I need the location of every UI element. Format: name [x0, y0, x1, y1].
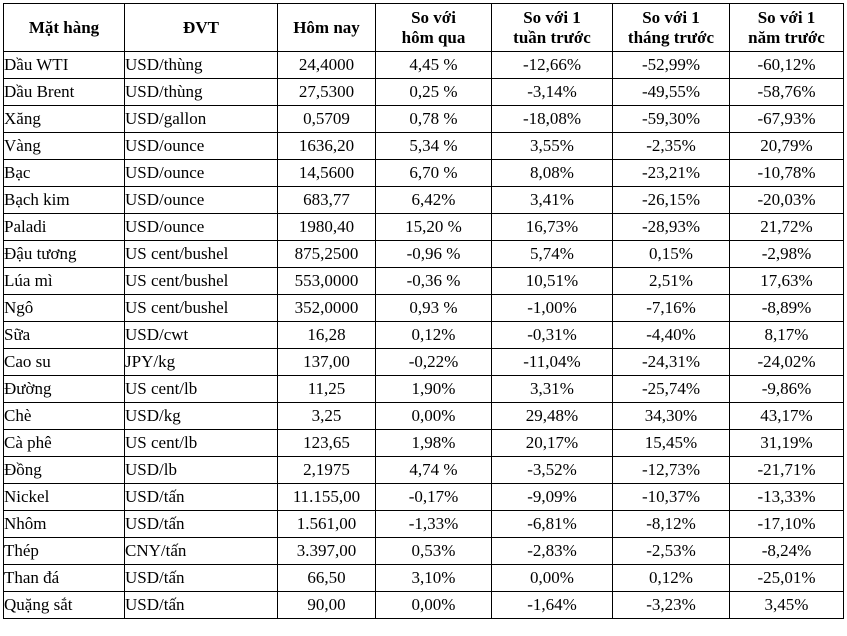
cell-commodity: Bạch kim	[4, 187, 125, 214]
cell-commodity: Ngô	[4, 295, 125, 322]
cell-change-year: -21,71%	[730, 457, 844, 484]
cell-change-month: -2,35%	[613, 133, 730, 160]
cell-price-today: 123,65	[278, 430, 376, 457]
cell-change-year: 31,19%	[730, 430, 844, 457]
cell-change-year: -8,89%	[730, 295, 844, 322]
header-label: ĐVT	[183, 17, 219, 37]
cell-change-year: -60,12%	[730, 52, 844, 79]
cell-change-day: 1,98%	[376, 430, 492, 457]
table-row	[4, 403, 844, 430]
cell-change-day: 4,45 %	[376, 52, 492, 79]
cell-change-day: 0,00%	[376, 403, 492, 430]
cell-change-year: 17,63%	[730, 268, 844, 295]
cell-unit: USD/thùng	[125, 79, 278, 106]
cell-commodity: Xăng	[4, 106, 125, 133]
cell-change-year: -67,93%	[730, 106, 844, 133]
cell-change-month: 2,51%	[613, 268, 730, 295]
cell-change-year: -17,10%	[730, 511, 844, 538]
table-row	[4, 592, 844, 619]
cell-change-day: 0,12%	[376, 322, 492, 349]
table-row	[4, 106, 844, 133]
cell-change-day: 15,20 %	[376, 214, 492, 241]
cell-change-month: -49,55%	[613, 79, 730, 106]
cell-change-month: -26,15%	[613, 187, 730, 214]
table-row	[4, 295, 844, 322]
table-row	[4, 565, 844, 592]
cell-price-today: 137,00	[278, 349, 376, 376]
cell-unit: US cent/bushel	[125, 241, 278, 268]
cell-unit: US cent/lb	[125, 376, 278, 403]
cell-change-year: 20,79%	[730, 133, 844, 160]
cell-change-month: -28,93%	[613, 214, 730, 241]
cell-change-week: 10,51%	[492, 268, 613, 295]
cell-unit: USD/kg	[125, 403, 278, 430]
cell-unit: USD/ounce	[125, 187, 278, 214]
table-row	[4, 241, 844, 268]
cell-change-day: 3,10%	[376, 565, 492, 592]
table-row	[4, 484, 844, 511]
table-row	[4, 79, 844, 106]
cell-unit: US cent/bushel	[125, 295, 278, 322]
cell-change-day: 0,93 %	[376, 295, 492, 322]
cell-change-week: 0,00%	[492, 565, 613, 592]
cell-commodity: Đậu tương	[4, 241, 125, 268]
cell-change-day: -0,17%	[376, 484, 492, 511]
cell-change-day: 1,90%	[376, 376, 492, 403]
cell-change-year: -25,01%	[730, 565, 844, 592]
cell-commodity: Quặng sắt	[4, 592, 125, 619]
header-label: tháng trước	[627, 27, 715, 47]
header-vs-last-month	[613, 4, 730, 52]
cell-change-day: 0,25 %	[376, 79, 492, 106]
cell-change-day: 0,00%	[376, 592, 492, 619]
cell-change-month: 15,45%	[613, 430, 730, 457]
cell-change-year: -8,24%	[730, 538, 844, 565]
table-row	[4, 430, 844, 457]
cell-change-month: -4,40%	[613, 322, 730, 349]
cell-change-week: 20,17%	[492, 430, 613, 457]
cell-change-month: -25,74%	[613, 376, 730, 403]
cell-commodity: Bạc	[4, 160, 125, 187]
cell-change-month: 0,12%	[613, 565, 730, 592]
cell-price-today: 1980,40	[278, 214, 376, 241]
cell-unit: USD/ounce	[125, 133, 278, 160]
header-vs-yesterday	[376, 4, 492, 52]
cell-change-day: 0,53%	[376, 538, 492, 565]
cell-change-month: -2,53%	[613, 538, 730, 565]
cell-price-today: 0,5709	[278, 106, 376, 133]
cell-change-day: -0,22%	[376, 349, 492, 376]
cell-change-year: -2,98%	[730, 241, 844, 268]
cell-price-today: 2,1975	[278, 457, 376, 484]
cell-unit: USD/tấn	[125, 484, 278, 511]
cell-commodity: Vàng	[4, 133, 125, 160]
cell-change-year: -24,02%	[730, 349, 844, 376]
cell-change-day: 5,34 %	[376, 133, 492, 160]
cell-change-year: -20,03%	[730, 187, 844, 214]
cell-commodity: Đường	[4, 376, 125, 403]
cell-commodity: Nickel	[4, 484, 125, 511]
cell-change-year: -10,78%	[730, 160, 844, 187]
cell-change-week: -1,00%	[492, 295, 613, 322]
cell-change-month: -24,31%	[613, 349, 730, 376]
cell-change-week: 3,31%	[492, 376, 613, 403]
table-row	[4, 349, 844, 376]
cell-commodity: Thép	[4, 538, 125, 565]
cell-change-week: -12,66%	[492, 52, 613, 79]
header-label: So với 1	[757, 7, 816, 27]
cell-change-week: 3,55%	[492, 133, 613, 160]
cell-commodity: Dầu Brent	[4, 79, 125, 106]
cell-commodity: Cao su	[4, 349, 125, 376]
cell-commodity: Sữa	[4, 322, 125, 349]
header-label: năm trước	[748, 27, 825, 47]
cell-change-year: -13,33%	[730, 484, 844, 511]
cell-change-week: 8,08%	[492, 160, 613, 187]
cell-unit: JPY/kg	[125, 349, 278, 376]
table-row	[4, 52, 844, 79]
cell-commodity: Dầu WTI	[4, 52, 125, 79]
table-row	[4, 376, 844, 403]
cell-unit: USD/ounce	[125, 214, 278, 241]
header-label: Mặt hàng	[28, 17, 100, 37]
cell-change-week: -6,81%	[492, 511, 613, 538]
table-header	[4, 4, 844, 52]
cell-change-week: -3,14%	[492, 79, 613, 106]
header-row	[4, 4, 844, 52]
table-row	[4, 133, 844, 160]
cell-change-year: 3,45%	[730, 592, 844, 619]
cell-unit: USD/tấn	[125, 592, 278, 619]
header-label: So với	[411, 7, 456, 27]
cell-change-month: -23,21%	[613, 160, 730, 187]
cell-unit: USD/ounce	[125, 160, 278, 187]
header-commodity	[4, 4, 125, 52]
cell-unit: USD/cwt	[125, 322, 278, 349]
cell-commodity: Paladi	[4, 214, 125, 241]
table-row	[4, 538, 844, 565]
cell-price-today: 14,5600	[278, 160, 376, 187]
cell-commodity: Cà phê	[4, 430, 125, 457]
cell-price-today: 683,77	[278, 187, 376, 214]
cell-change-day: 6,70 %	[376, 160, 492, 187]
cell-change-month: -52,99%	[613, 52, 730, 79]
table-row	[4, 511, 844, 538]
cell-commodity: Đồng	[4, 457, 125, 484]
cell-change-month: 0,15%	[613, 241, 730, 268]
cell-change-year: -58,76%	[730, 79, 844, 106]
cell-commodity: Lúa mì	[4, 268, 125, 295]
table-row	[4, 322, 844, 349]
table-row	[4, 214, 844, 241]
cell-change-week: 3,41%	[492, 187, 613, 214]
cell-price-today: 27,5300	[278, 79, 376, 106]
cell-price-today: 24,4000	[278, 52, 376, 79]
cell-price-today: 1636,20	[278, 133, 376, 160]
cell-change-day: 6,42%	[376, 187, 492, 214]
cell-price-today: 553,0000	[278, 268, 376, 295]
header-label: So với 1	[642, 7, 700, 27]
cell-change-year: 21,72%	[730, 214, 844, 241]
cell-change-month: -10,37%	[613, 484, 730, 511]
cell-change-week: -11,04%	[492, 349, 613, 376]
cell-change-month: -7,16%	[613, 295, 730, 322]
cell-change-week: -9,09%	[492, 484, 613, 511]
table-row	[4, 187, 844, 214]
cell-price-today: 11,25	[278, 376, 376, 403]
cell-price-today: 11.155,00	[278, 484, 376, 511]
cell-change-week: -18,08%	[492, 106, 613, 133]
cell-change-day: 0,78 %	[376, 106, 492, 133]
cell-change-year: -9,86%	[730, 376, 844, 403]
cell-change-year: 8,17%	[730, 322, 844, 349]
cell-change-month: -59,30%	[613, 106, 730, 133]
header-label: hôm qua	[401, 27, 466, 47]
cell-change-month: -8,12%	[613, 511, 730, 538]
header-label: So với 1	[523, 7, 581, 27]
cell-change-week: 29,48%	[492, 403, 613, 430]
cell-unit: US cent/lb	[125, 430, 278, 457]
cell-commodity: Nhôm	[4, 511, 125, 538]
cell-unit: USD/tấn	[125, 565, 278, 592]
cell-price-today: 66,50	[278, 565, 376, 592]
cell-change-day: 4,74 %	[376, 457, 492, 484]
cell-price-today: 3.397,00	[278, 538, 376, 565]
cell-unit: USD/tấn	[125, 511, 278, 538]
cell-commodity: Chè	[4, 403, 125, 430]
cell-change-week: -3,52%	[492, 457, 613, 484]
cell-unit: CNY/tấn	[125, 538, 278, 565]
cell-change-day: -0,96 %	[376, 241, 492, 268]
header-today	[278, 4, 376, 52]
cell-unit: USD/thùng	[125, 52, 278, 79]
cell-price-today: 3,25	[278, 403, 376, 430]
cell-change-week: -0,31%	[492, 322, 613, 349]
header-label: tuần trước	[513, 27, 591, 47]
header-unit	[125, 4, 278, 52]
cell-price-today: 1.561,00	[278, 511, 376, 538]
cell-change-year: 43,17%	[730, 403, 844, 430]
cell-unit: USD/lb	[125, 457, 278, 484]
table-row	[4, 160, 844, 187]
cell-change-month: -3,23%	[613, 592, 730, 619]
header-vs-last-week	[492, 4, 613, 52]
cell-unit: USD/gallon	[125, 106, 278, 133]
table-row	[4, 457, 844, 484]
cell-change-week: 5,74%	[492, 241, 613, 268]
cell-price-today: 352,0000	[278, 295, 376, 322]
cell-change-week: -1,64%	[492, 592, 613, 619]
cell-change-week: 16,73%	[492, 214, 613, 241]
cell-change-day: -0,36 %	[376, 268, 492, 295]
cell-change-week: -2,83%	[492, 538, 613, 565]
cell-price-today: 16,28	[278, 322, 376, 349]
cell-price-today: 875,2500	[278, 241, 376, 268]
cell-change-day: -1,33%	[376, 511, 492, 538]
header-vs-last-year	[730, 4, 844, 52]
table-row	[4, 268, 844, 295]
cell-price-today: 90,00	[278, 592, 376, 619]
cell-commodity: Than đá	[4, 565, 125, 592]
cell-change-month: -12,73%	[613, 457, 730, 484]
cell-unit: US cent/bushel	[125, 268, 278, 295]
table-body	[4, 52, 844, 619]
commodity-price-table	[3, 3, 844, 619]
header-label: Hôm nay	[293, 17, 360, 37]
cell-change-month: 34,30%	[613, 403, 730, 430]
